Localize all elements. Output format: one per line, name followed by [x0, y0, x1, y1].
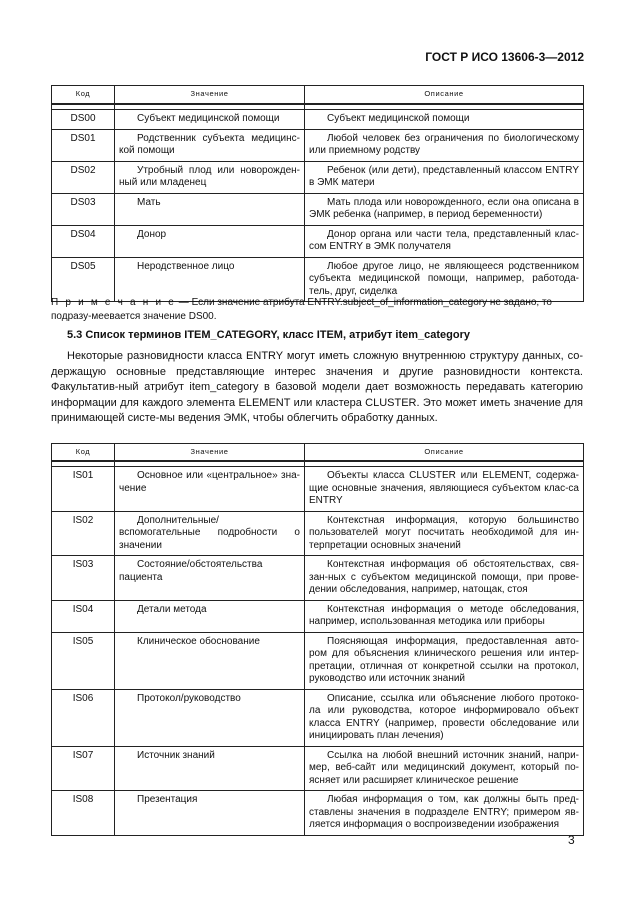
cell-value: Донор: [115, 225, 305, 257]
cell-description: Мать плода или новорожденного, если она описана в ЭМК ребенка (например, в период беременности): [305, 193, 584, 225]
cell-code: DS04: [52, 225, 115, 257]
table-row: [52, 791, 584, 836]
document-header: ГОСТ Р ИСО 13606-3—2012: [425, 50, 584, 64]
cell-value: Детали метода: [115, 600, 305, 632]
table-row: [52, 129, 584, 161]
column-header-value: Значение: [115, 444, 305, 462]
cell-code: DS03: [52, 193, 115, 225]
cell-description: Ссылка на любой внешний источник знаний, напри-мер, веб-сайт или медицинский документ, который по-ясняет или расширяет клиническое решение: [305, 746, 584, 791]
cell-description: Любой человек без ограничения по биологическому или приемному родству: [305, 129, 584, 161]
cell-code: DS05: [52, 257, 115, 302]
table-row: [52, 600, 584, 632]
table-row: [52, 193, 584, 225]
table-row: [52, 161, 584, 193]
table-item-category: [51, 443, 584, 836]
cell-description: Описание, ссылка или объяснение любого протоко-ла или руководства, которое информировало объект класса ENTRY (например, провести обследование или инициировать план лечения): [305, 689, 584, 746]
cell-value: Клиническое обоснование: [115, 632, 305, 689]
cell-description: Объекты класса CLUSTER или ELEMENT, содержа-щие основные значения, являющиеся субъектом клас-са ENTRY: [305, 467, 584, 512]
cell-description: Контекстная информация, которую большинство пользователей могут посчитать необходимой для ин-терпретации основных значений: [305, 511, 584, 556]
table-row: [52, 225, 584, 257]
column-header-description: Описание: [305, 86, 584, 105]
cell-description: Субъект медицинской помощи: [305, 110, 584, 130]
cell-code: DS01: [52, 129, 115, 161]
cell-value: Основное или «центральное» зна-чение: [115, 467, 305, 512]
cell-code: IS04: [52, 600, 115, 632]
cell-value: Родственник субъекта медицинс-кой помощи: [115, 129, 305, 161]
cell-description: Контекстная информация об обстоятельствах, свя-зан-ных с субъектом медицинской помощи, при прове-дении обследования, например, натощак, стоя: [305, 556, 584, 601]
table-subject-category: [51, 85, 584, 302]
table-row: [52, 632, 584, 689]
note-label: П р и м е ч а н и е: [51, 297, 177, 308]
table-note: [51, 296, 583, 323]
table-row: [52, 467, 584, 512]
cell-description: Донор органа или части тела, представленный клас-сом ENTRY в ЭМК получателя: [305, 225, 584, 257]
column-header-code: Код: [52, 444, 115, 462]
table-row: [52, 257, 584, 302]
table-row: [52, 556, 584, 601]
column-header-code: Код: [52, 86, 115, 105]
cell-value: Презентация: [115, 791, 305, 836]
cell-description: Любая информация о том, как должны быть пред-ставлены значения в подразделе ENTRY; примером яв-ляется информация о воспроизведении изображения: [305, 791, 584, 836]
cell-description: Поясняющая информация, предоставленная авто-ром для объяснения клинического решения или интер-претации, отличная от конкретной ссылки на протокол, руководство или источник знаний: [305, 632, 584, 689]
cell-code: DS00: [52, 110, 115, 130]
cell-code: IS06: [52, 689, 115, 746]
cell-code: IS08: [52, 791, 115, 836]
note-text: — Если значение атрибута ENTRY.subject_of_information_category не задано, то подразу-меевается значение DS00.: [51, 297, 552, 322]
table-row: [52, 746, 584, 791]
column-header-value: Значение: [115, 86, 305, 105]
cell-value: Субъект медицинской помощи: [115, 110, 305, 130]
cell-code: DS02: [52, 161, 115, 193]
cell-code: IS05: [52, 632, 115, 689]
cell-description: Контекстная информация о методе обследования, например, использованная методика или приборы: [305, 600, 584, 632]
table-row: [52, 110, 584, 130]
body-paragraph: Некоторые разновидности класса ENTRY могут иметь сложную внутреннюю структуру данных, со-держащую основные представляющие интерес значения и другие разновидности контекста. Факультатив-ный атрибут item_category в базовой модели дает возможность передавать категорию информации для каждого элемента ELEMENT или кластера CLUSTER. Это может иметь значение для принимающей систе-мы ведения ЭМК, чтобы облегчить обработку данных.: [51, 350, 583, 424]
section-title: 5.3 Список терминов ITEM_CATEGORY, класс ITEM, атрибут item_category: [67, 329, 470, 341]
cell-value: Неродственное лицо: [115, 257, 305, 302]
page-number: 3: [568, 833, 575, 847]
cell-code: IS07: [52, 746, 115, 791]
cell-value: Мать: [115, 193, 305, 225]
table-row: [52, 511, 584, 556]
cell-description: Любое другое лицо, не являющееся родственником субъекта медицинской помощи, например, работода-тель, друг, сиделка: [305, 257, 584, 302]
cell-code: IS03: [52, 556, 115, 601]
cell-value: Источник знаний: [115, 746, 305, 791]
cell-value: Состояние/обстоятельства пациента: [115, 556, 305, 601]
table-body: [52, 104, 584, 302]
column-header-description: Описание: [305, 444, 584, 462]
cell-description: Ребенок (или дети), представленный классом ENTRY в ЭМК матери: [305, 161, 584, 193]
cell-code: IS01: [52, 467, 115, 512]
cell-value: Утробный плод или новорожден-ный или младенец: [115, 161, 305, 193]
table-body: [52, 461, 584, 835]
cell-code: IS02: [52, 511, 115, 556]
table-row: [52, 689, 584, 746]
cell-value: Дополнительные/вспомогательные подробности о значении: [115, 511, 305, 556]
cell-value: Протокол/руководство: [115, 689, 305, 746]
